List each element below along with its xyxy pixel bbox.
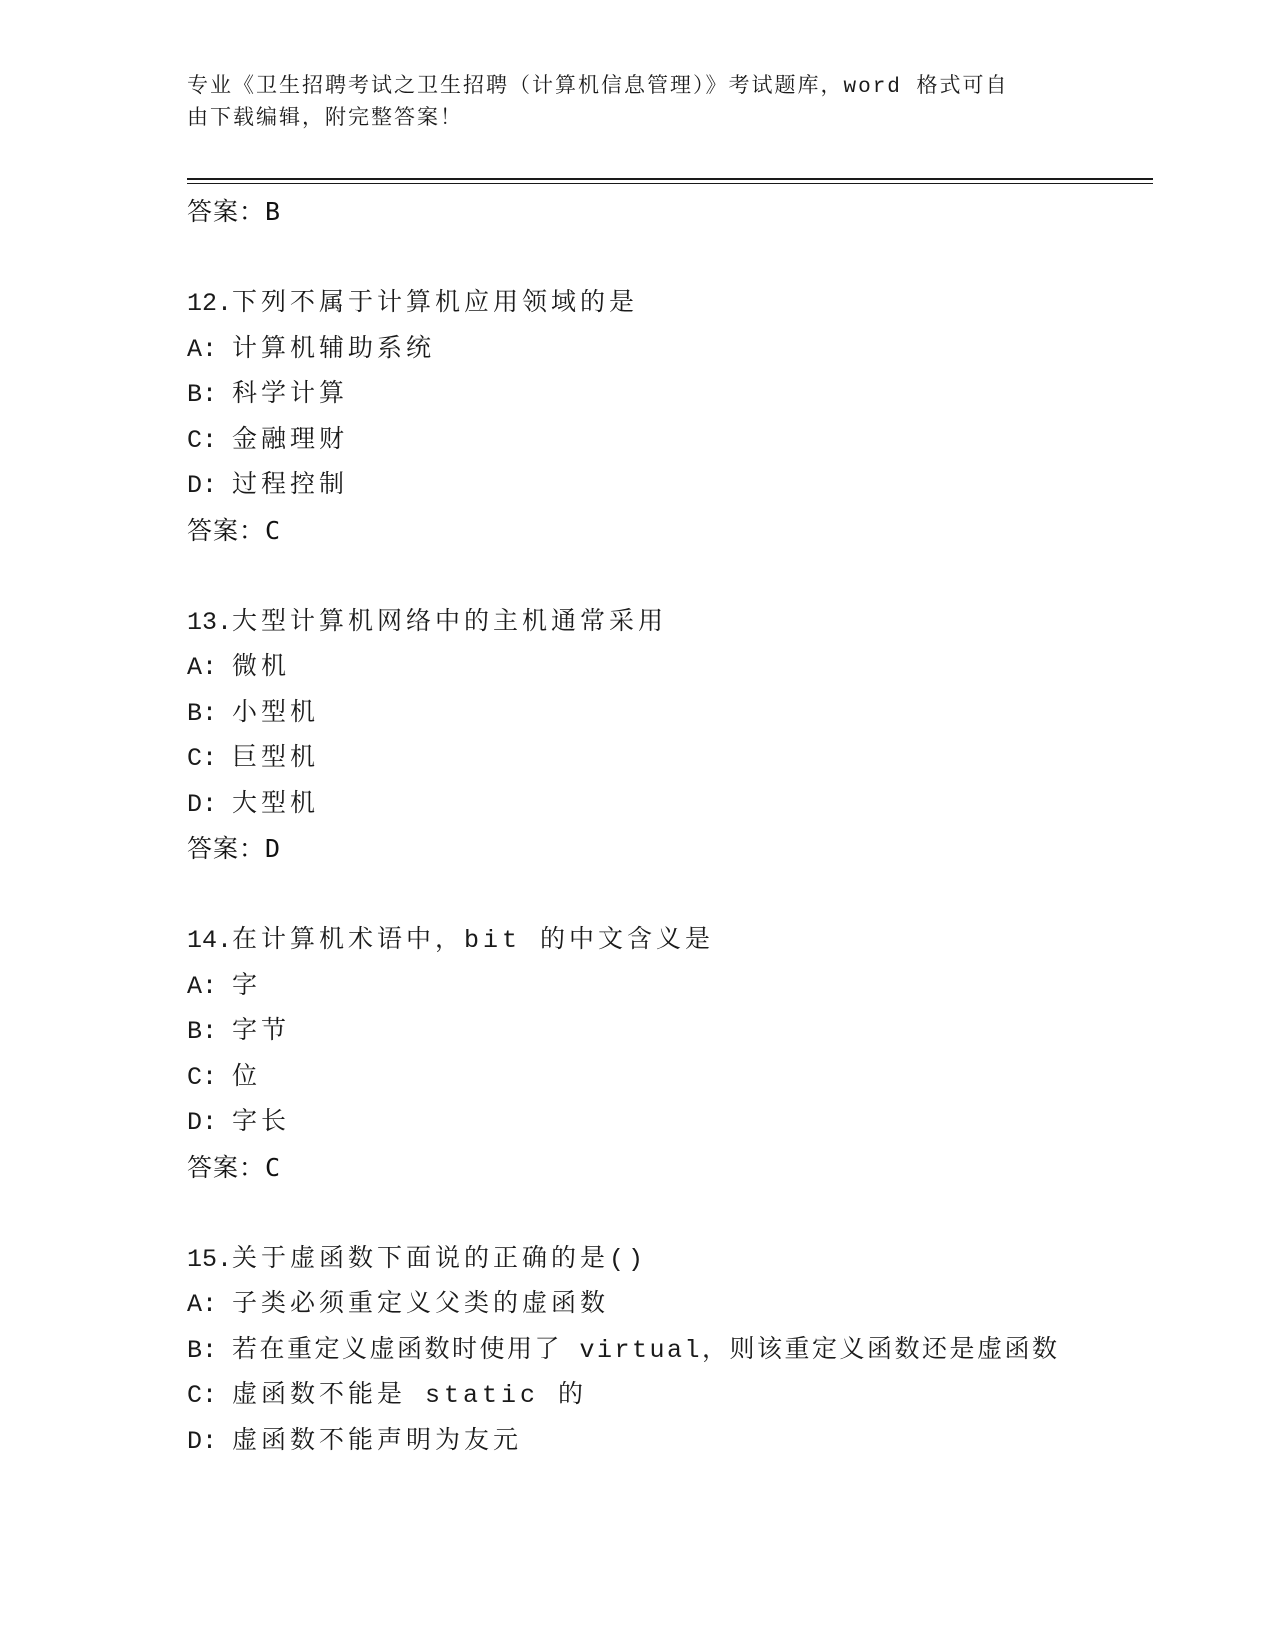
- page-header: [187, 72, 1067, 136]
- option-text: 科学计算: [232, 380, 349, 409]
- question-14: [187, 918, 1087, 1190]
- option-d: [187, 463, 1087, 509]
- option-letter: C:: [187, 1062, 218, 1092]
- option-text: 过程控制: [232, 471, 349, 500]
- option-text: 若在重定义虚函数时使用了 virtual，则该重定义函数还是虚函数: [232, 1335, 1060, 1365]
- question-stem: [187, 600, 1087, 646]
- option-letter: D:: [187, 1426, 218, 1456]
- option-letter: A:: [187, 1290, 218, 1319]
- option-d: [187, 782, 1087, 828]
- option-text: 虚函数不能是 static 的: [232, 1381, 588, 1410]
- option-text: 计算机辅助系统: [232, 334, 436, 364]
- option-b: [187, 1328, 1087, 1374]
- question-stem: [187, 281, 1087, 327]
- question-text: 下列不属于计算机应用领域的是: [232, 289, 639, 318]
- option-text: 子类必须重定义父类的虚函数: [232, 1290, 610, 1319]
- option-c: [187, 1373, 1087, 1419]
- header-rule-thick: [187, 178, 1153, 180]
- option-letter: B:: [187, 698, 218, 728]
- option-b: [187, 372, 1087, 418]
- option-text: 字长: [232, 1108, 291, 1137]
- question-text: 关于虚函数下面说的正确的是(): [232, 1244, 648, 1274]
- option-b: [187, 691, 1087, 737]
- option-d: [187, 1100, 1087, 1146]
- option-a: [187, 645, 1087, 691]
- option-letter: D:: [187, 789, 218, 819]
- option-text: 金融理财: [232, 425, 349, 455]
- option-b: [187, 1009, 1087, 1055]
- question-15: [187, 1237, 1087, 1465]
- question-text: 在计算机术语中，bit 的中文含义是: [232, 926, 715, 955]
- header-rule-thin: [187, 183, 1153, 184]
- header-line-1: 专业《卫生招聘考试之卫生招聘（计算机信息管理）》考试题库，word 格式可自: [187, 76, 1009, 99]
- question-number: 15.: [187, 1244, 233, 1274]
- option-letter: B:: [187, 380, 218, 409]
- question-number: 14.: [187, 926, 233, 955]
- option-letter: C:: [187, 744, 218, 773]
- option-c: [187, 1055, 1087, 1101]
- answer-line: 答案：C: [187, 515, 282, 545]
- question-number: 13.: [187, 607, 233, 637]
- question-stem: [187, 918, 1087, 964]
- option-a: [187, 327, 1087, 373]
- option-text: 微机: [232, 653, 291, 682]
- option-letter: D:: [187, 471, 218, 500]
- question-list: [187, 190, 1087, 1464]
- option-a: [187, 964, 1087, 1010]
- question-12: [187, 281, 1087, 553]
- option-c: [187, 418, 1087, 464]
- option-text: 字节: [232, 1017, 291, 1046]
- option-letter: A:: [187, 334, 218, 364]
- answer-line: 答案：B: [187, 197, 282, 226]
- option-d: [187, 1419, 1087, 1465]
- option-text: 虚函数不能声明为友元: [232, 1426, 523, 1456]
- question-number: 12.: [187, 289, 233, 318]
- option-text: 小型机: [232, 698, 320, 728]
- option-text: 位: [232, 1062, 262, 1092]
- option-text: 大型机: [232, 789, 320, 819]
- header-line-2: 由下载编辑，附完整答案！: [187, 108, 463, 131]
- option-letter: A:: [187, 971, 218, 1001]
- option-letter: B:: [187, 1335, 218, 1365]
- option-text: 字: [232, 971, 262, 1001]
- answer-line: 答案：D: [187, 834, 282, 863]
- question-text: 大型计算机网络中的主机通常采用: [232, 607, 668, 637]
- option-letter: B:: [187, 1017, 218, 1046]
- option-letter: D:: [187, 1108, 218, 1137]
- question-13: [187, 600, 1087, 872]
- option-letter: C:: [187, 425, 218, 455]
- option-a: [187, 1282, 1087, 1328]
- answer-line: 答案：C: [187, 1152, 282, 1182]
- option-text: 巨型机: [232, 744, 320, 773]
- option-c: [187, 736, 1087, 782]
- option-letter: A:: [187, 653, 218, 682]
- question-stem: [187, 1237, 1087, 1283]
- option-letter: C:: [187, 1381, 218, 1410]
